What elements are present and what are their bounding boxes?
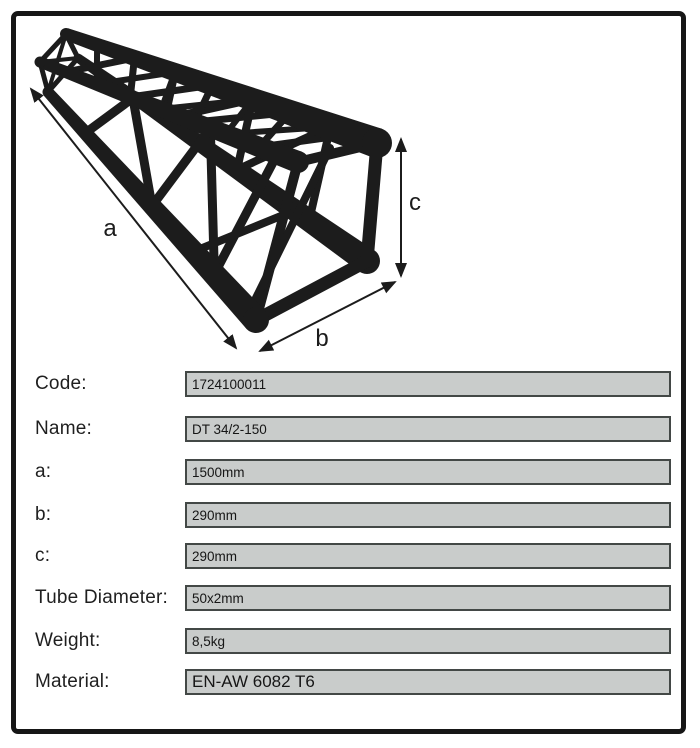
name-value: DT 34/2-150 <box>192 421 267 437</box>
code-value: 1724100011 <box>192 376 267 392</box>
b-value-field <box>185 502 671 528</box>
name-value-field <box>185 416 671 442</box>
b-value: 290mm <box>192 507 238 523</box>
weight-value-field <box>185 628 671 654</box>
tube-diameter-value-field <box>185 585 671 611</box>
weight-label: Weight: <box>35 630 101 651</box>
truss-diagram <box>0 0 450 365</box>
code-label: Code: <box>35 373 87 394</box>
material-value: EN-AW 6082 T6 <box>192 672 315 691</box>
a-value: 1500mm <box>192 464 245 480</box>
c-value-field <box>185 543 671 569</box>
a-value-field <box>185 459 671 485</box>
dimension-label-a: a <box>103 215 117 242</box>
truss-silhouette-icon <box>35 28 393 333</box>
a-label: a: <box>35 461 52 482</box>
tube-diameter-label: Tube Diameter: <box>35 587 169 608</box>
b-label: b: <box>35 504 52 525</box>
tube-diameter-value: 50x2mm <box>192 590 244 606</box>
material-label: Material: <box>35 671 110 692</box>
weight-value: 8,5kg <box>192 633 226 649</box>
dimension-label-b: b <box>315 325 329 352</box>
c-label: c: <box>35 545 51 566</box>
name-label: Name: <box>35 418 92 439</box>
c-value: 290mm <box>192 548 238 564</box>
code-value-field <box>185 371 671 397</box>
dimension-label-c: c <box>409 189 421 216</box>
material-value-field <box>185 669 671 695</box>
